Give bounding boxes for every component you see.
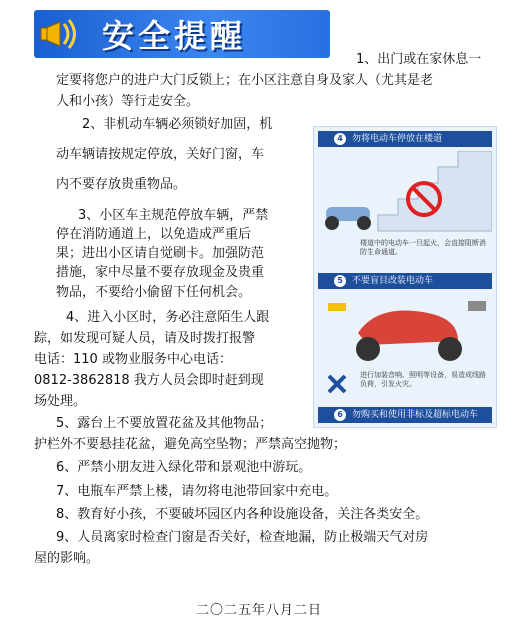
para7: 7、电瓶车严禁上楼，请勿将电池带回家中充电。 (56, 484, 338, 499)
para3-line5: 物品，不要给小偷留下任何机会。 (56, 285, 252, 300)
para4-line5: 场处理。 (34, 394, 87, 409)
para6: 6、严禁小朋友进入绿化带和景观池中游玩。 (56, 460, 312, 475)
para2-line1: 2、非机动车辆必须锁好加固，机 (82, 117, 273, 132)
modified-scooter-illustration (318, 293, 492, 365)
para1-line2: 定要将您户的进户大门反锁上；在小区注意自身及家人（尤其是老 (56, 73, 434, 88)
para1-line1: 1、出门或在家休息一 (356, 52, 482, 67)
tools-icon (326, 373, 348, 395)
stairs-scooter-illustration (318, 151, 492, 237)
safety-banner (34, 10, 330, 58)
poster-note-1: 楼道中的电动车一旦起火，会直接阻断消防生命通道。 (360, 239, 486, 256)
poster-bar-number: 6 (334, 409, 346, 421)
para8: 8、教育好小孩，不要破坏园区内各种设施设备，关注各类安全。 (56, 507, 429, 522)
para2-line2: 动车辆请按规定停放，关好门窗，车 (56, 147, 265, 162)
para9-line2: 屋的影响。 (34, 551, 100, 566)
para3-line4: 措施，家中尽量不要存放现金及贵重 (56, 265, 265, 280)
para9-line1: 9、人员离家时检查门窗是否关好，检查地漏，防止极端天气对房 (56, 530, 429, 545)
poster-bar-number: 4 (334, 133, 346, 145)
megaphone-icon (34, 10, 92, 58)
para4-line3: 电话：110 或物业服务中心电话： (34, 352, 232, 367)
poster-bar-4 (318, 131, 492, 147)
poster-bar-text: 勿将电动车停放在楼道 (352, 134, 443, 144)
poster-bar-6 (318, 407, 492, 423)
para4-line4: 0812-3862818 我方人员会即时赶到现 (34, 373, 264, 388)
para5-line1: 5、露台上不要放置花盆及其他物品； (56, 416, 273, 431)
para3-line1: 3、小区车主规范停放车辆，严禁 (78, 208, 269, 223)
para3-line3: 果；进出小区请自觉刷卡。加强防范 (56, 246, 265, 261)
para2-line3: 内不要存放贵重物品。 (56, 177, 187, 192)
banner-title: 安全提醒 (102, 17, 247, 55)
poster-bar-number: 5 (334, 275, 346, 287)
para4-line2: 踪，如发现可疑人员，请及时拨打报警 (34, 331, 256, 346)
document-date: 二〇二五年八月二日 (196, 603, 323, 618)
para3-line2: 停在消防通道上，以免造成严重后 (56, 227, 252, 242)
para1-line3: 人和小孩）等行走安全。 (56, 94, 200, 109)
ebike-safety-poster (313, 126, 497, 428)
poster-note-2: 进行加装音响、照明等设备，易造成线路负荷，引发火灾。 (360, 371, 486, 388)
poster-bar-text: 不要盲目改装电动车 (352, 276, 434, 286)
para5-line2: 护栏外不要悬挂花盆，避免高空坠物；严禁高空抛物； (34, 437, 347, 452)
poster-bar-text: 勿购买和使用非标及超标电动车 (352, 410, 479, 420)
para4-line1: 4、进入小区时，务必注意陌生人跟 (66, 310, 270, 325)
poster-bar-5 (318, 273, 492, 289)
